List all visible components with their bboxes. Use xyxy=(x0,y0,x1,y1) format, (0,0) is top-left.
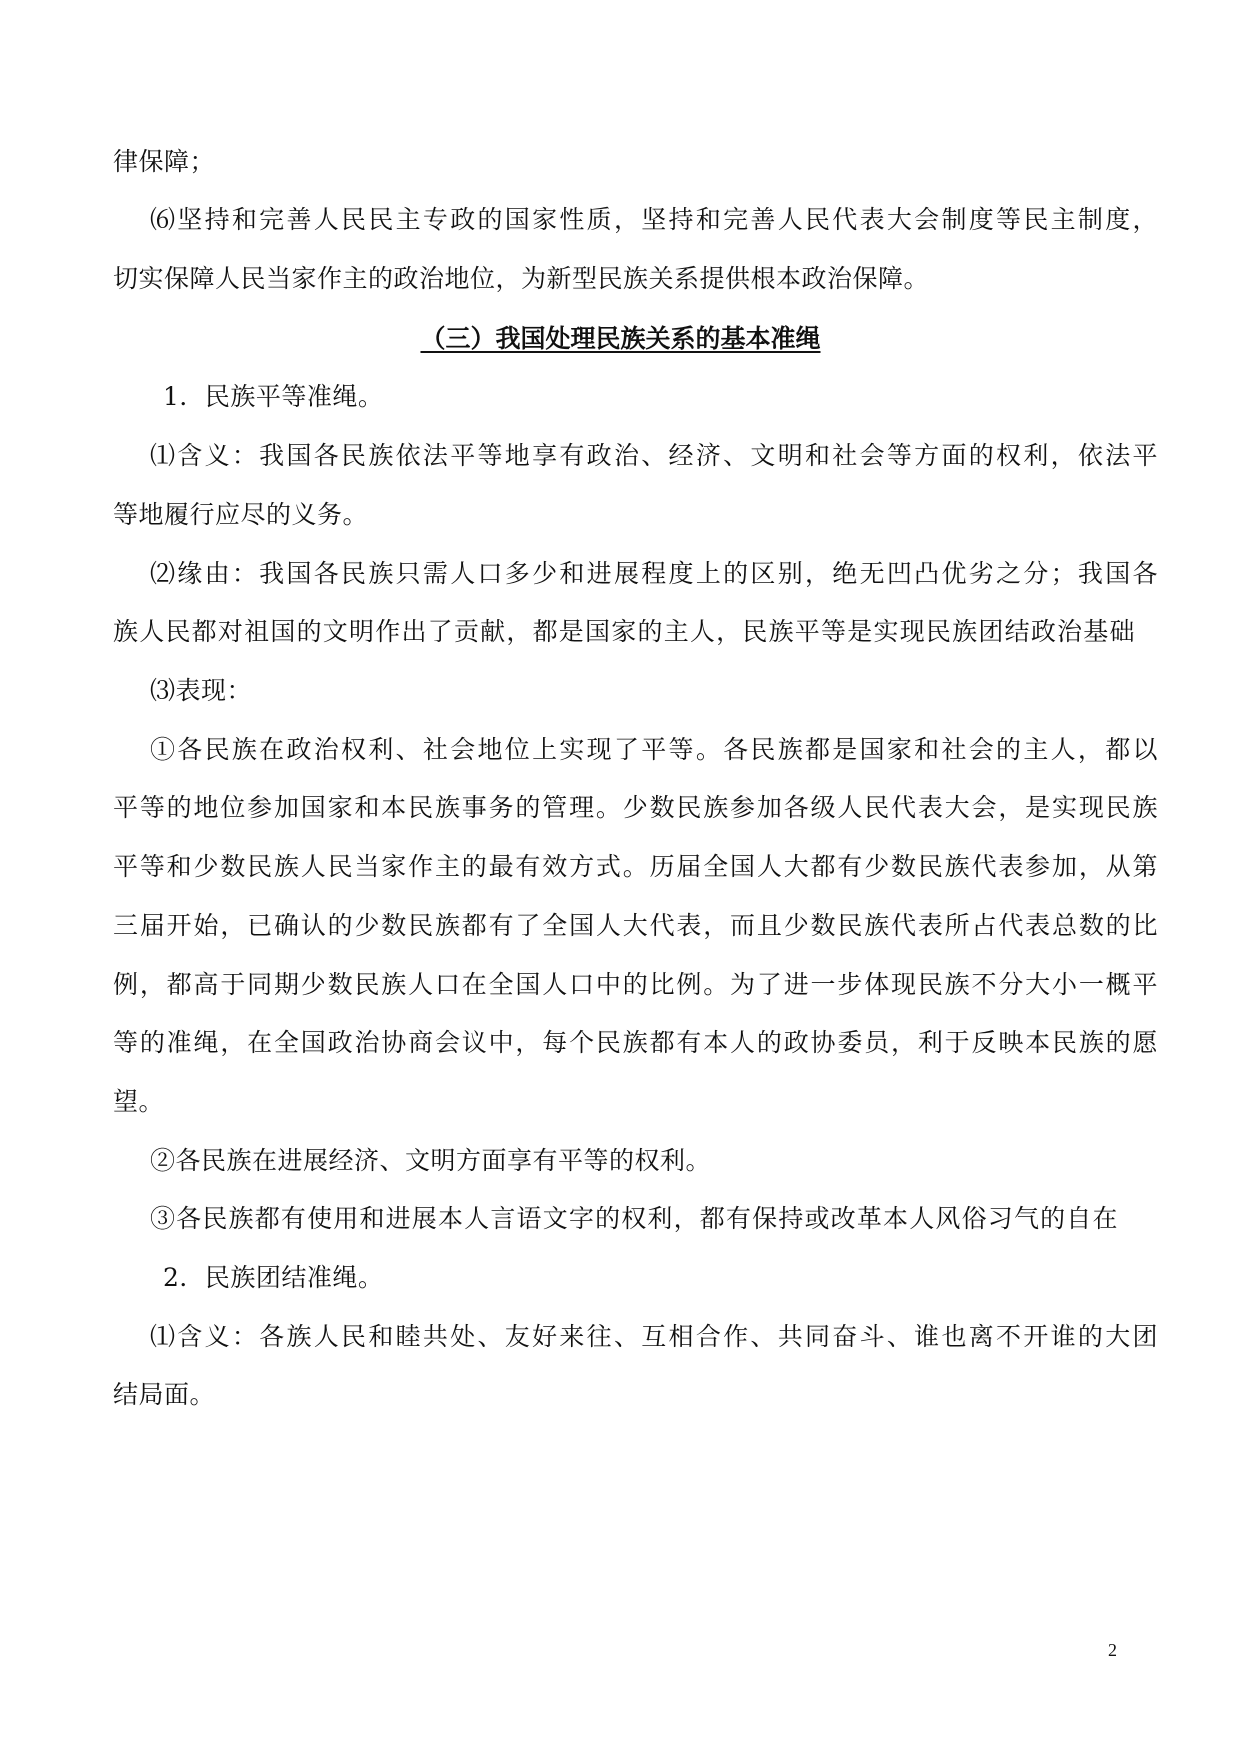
text-line: 平等和少数民族人民当家作主的最有效方式。历届全国人大都有少数民族代表参加，从第 xyxy=(113,852,1158,881)
text-line: ⑴含义：我国各民族依法平等地享有政治、经济、文明和社会等方面的权利，依法平 xyxy=(150,441,1158,470)
text-line: 结局面。 xyxy=(113,1380,216,1409)
section-heading xyxy=(0,323,1241,355)
text-line: ⑹坚持和完善人民民主专政的国家性质，坚持和完善人民代表大会制度等民主制度， xyxy=(150,205,1158,234)
text-line: 2．民族团结准绳。 xyxy=(163,1263,384,1292)
text-line: 切实保障人民当家作主的政治地位，为新型民族关系提供根本政治保障。 xyxy=(113,264,930,293)
text-line: ②各民族在进展经济、文明方面享有平等的权利。 xyxy=(150,1146,712,1175)
text-line: 平等的地位参加国家和本民族事务的管理。少数民族参加各级人民代表大会，是实现民族 xyxy=(113,793,1158,822)
text-line: ⑶表现： xyxy=(150,676,253,705)
text-line: 三届开始，已确认的少数民族都有了全国人大代表，而且少数民族代表所占代表总数的比 xyxy=(113,911,1158,940)
text-line: 望。 xyxy=(113,1087,165,1116)
text-line: ③各民族都有使用和进展本人言语文字的权利，都有保持或改革本人风俗习气的自在 xyxy=(150,1204,1118,1233)
text-line: 等地履行应尽的义务。 xyxy=(113,500,369,529)
text-line: ①各民族在政治权利、社会地位上实现了平等。各民族都是国家和社会的主人，都以 xyxy=(150,735,1158,764)
text-line: ⑴含义：各族人民和睦共处、友好来往、互相合作、共同奋斗、谁也离不开谁的大团 xyxy=(150,1322,1158,1351)
text-line: ⑵缘由：我国各民族只需人口多少和进展程度上的区别，绝无凹凸优劣之分；我国各 xyxy=(150,559,1158,588)
section-heading-text: （三）我国处理民族关系的基本准绳 xyxy=(420,324,821,353)
page-number: 2 xyxy=(1108,1640,1117,1660)
text-line: 等的准绳，在全国政治协商会议中，每个民族都有本人的政协委员，利于反映本民族的愿 xyxy=(113,1028,1158,1057)
text-line: 1．民族平等准绳。 xyxy=(163,382,384,411)
text-line: 族人民都对祖国的文明作出了贡献，都是国家的主人，民族平等是实现民族团结政治基础 xyxy=(113,617,1135,646)
text-line: 律保障； xyxy=(113,147,216,176)
text-line: 例，都高于同期少数民族人口在全国人口中的比例。为了进一步体现民族不分大小一概平 xyxy=(113,970,1158,999)
